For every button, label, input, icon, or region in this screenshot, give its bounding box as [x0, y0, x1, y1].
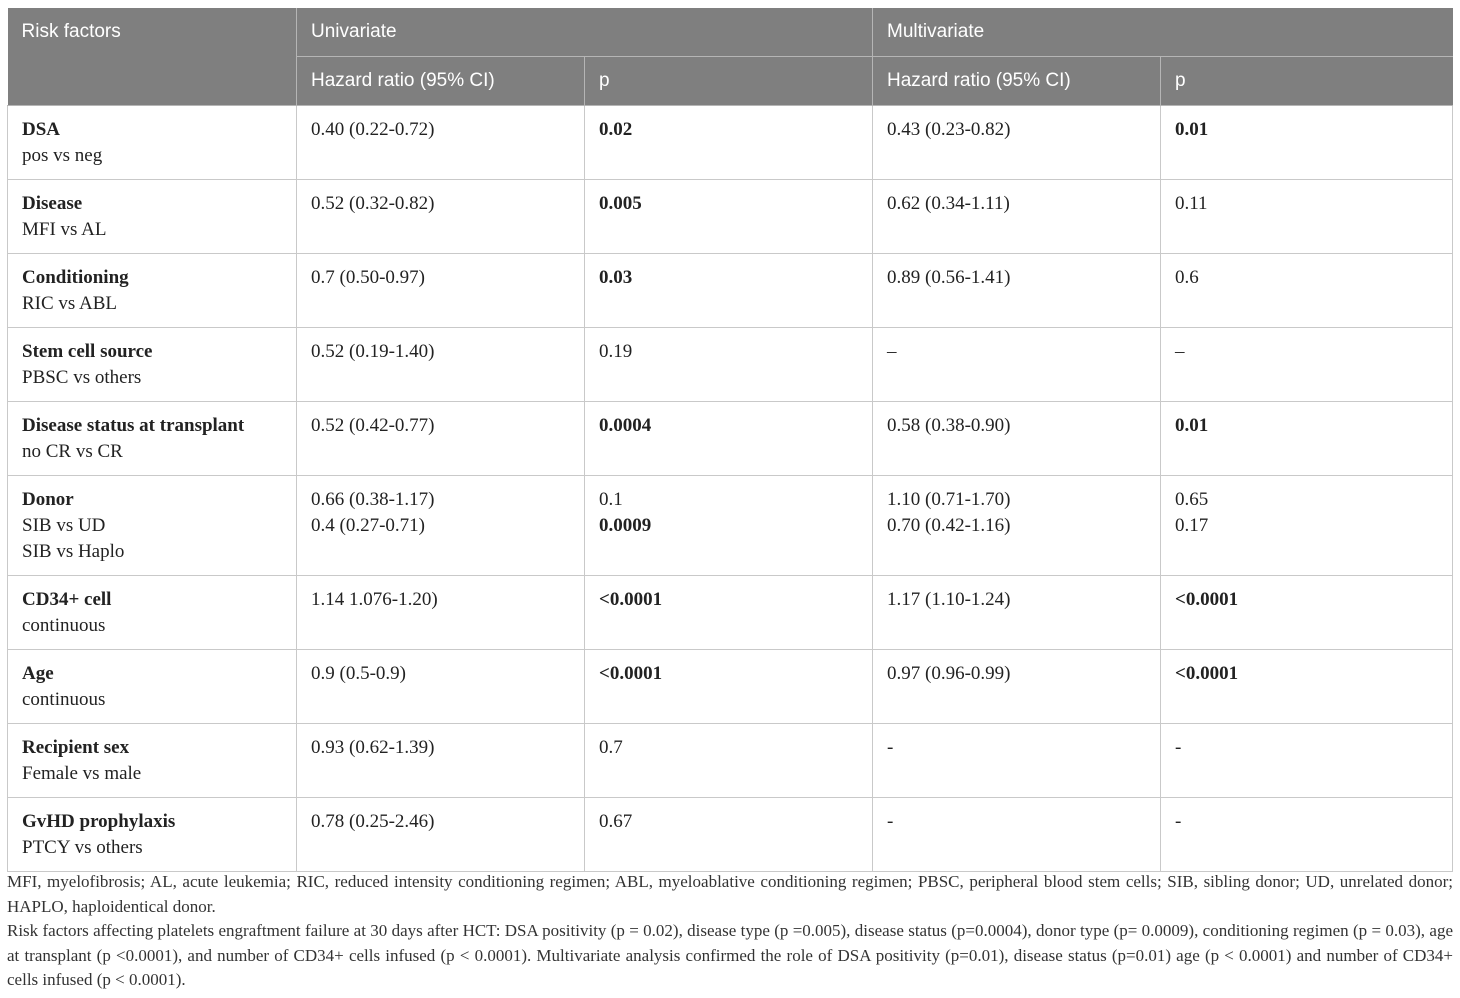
header-univariate: Univariate — [297, 8, 873, 57]
table-row — [8, 328, 1453, 402]
multivariate-p-cell — [1161, 724, 1453, 798]
univariate-hazard-ratio-value: 0.78 (0.25-2.46) — [311, 811, 435, 832]
multivariate-p-value: 0.01 — [1175, 415, 1209, 436]
risk-factor-name: Age — [22, 663, 54, 684]
risk-factor-comparison: no CR vs CR — [22, 441, 123, 462]
multivariate-hazard-ratio-cell — [873, 650, 1161, 724]
multivariate-p-value: <0.0001 — [1175, 589, 1239, 610]
risk-factor-comparison: RIC vs ABL — [22, 293, 118, 314]
risk-factors-table — [7, 8, 1453, 872]
risk-factor-comparison: Female vs male — [22, 763, 142, 784]
multivariate-p-value: - — [1175, 811, 1182, 832]
multivariate-hazard-ratio-value: 1.17 (1.10-1.24) — [887, 589, 1011, 610]
risk-factor-name: CD34+ cell — [22, 589, 112, 610]
univariate-hazard-ratio-value: 0.52 (0.19-1.40) — [311, 341, 435, 362]
table-row — [8, 798, 1453, 872]
univariate-p-cell — [585, 180, 873, 254]
risk-factor-name: Stem cell source — [22, 341, 153, 362]
risk-factor-comparison: PBSC vs others — [22, 367, 142, 388]
univariate-p-value: 0.005 — [599, 193, 642, 214]
univariate-p-value: 0.0004 — [599, 415, 652, 436]
univariate-hazard-ratio-value: 0.66 (0.38-1.17) — [311, 489, 435, 510]
risk-factor-name: Recipient sex — [22, 737, 130, 758]
univariate-p-cell — [585, 576, 873, 650]
univariate-hazard-ratio-value: 1.14 1.076-1.20) — [311, 589, 438, 610]
univariate-p-cell — [585, 724, 873, 798]
risk-factor-name: Disease status at transplant — [22, 415, 245, 436]
summary-footnote: Risk factors affecting platelets engraftment failure at 30 days after HCT: DSA positivity (p = 0.02), disease type (p =0.005), disease status (p=0.0004), donor type (p= 0.0009), conditioning regimen (p = 0.03), age at transplant (p <0.0001), and number of CD34+ cells infused (p < 0.0001). Multivariate analysis confirmed the role of DSA positivity (p=0.01), disease status (p=0.01) age (p < 0.0001) and number of CD34+ cells infused (p < 0.0001). — [7, 921, 1453, 989]
risk-factor-name: DSA — [22, 119, 61, 140]
risk-factor-comparison: continuous — [22, 689, 106, 710]
univariate-p-value: 0.02 — [599, 119, 633, 140]
risk-factor-comparison: SIB vs Haplo — [22, 541, 125, 562]
univariate-p-cell — [585, 476, 873, 576]
univariate-hazard-ratio-value: 0.4 (0.27-0.71) — [311, 515, 425, 536]
multivariate-hazard-ratio-value: 0.62 (0.34-1.11) — [887, 193, 1010, 214]
multivariate-p-cell — [1161, 576, 1453, 650]
multivariate-p-value: 0.6 — [1175, 267, 1199, 288]
table-row — [8, 576, 1453, 650]
multivariate-hazard-ratio-cell — [873, 402, 1161, 476]
univariate-hazard-ratio-value: 0.7 (0.50-0.97) — [311, 267, 425, 288]
risk-factor-comparison: PTCY vs others — [22, 837, 143, 858]
multivariate-hazard-ratio-cell — [873, 798, 1161, 872]
univariate-p-value: 0.67 — [599, 811, 633, 832]
multivariate-hazard-ratio-value: 0.70 (0.42-1.16) — [887, 515, 1011, 536]
risk-factor-cell — [8, 724, 297, 798]
multivariate-hazard-ratio-value: – — [887, 341, 897, 362]
table-row — [8, 476, 1453, 576]
risk-factor-name: GvHD prophylaxis — [22, 811, 176, 832]
univariate-hazard-ratio-cell — [297, 724, 585, 798]
multivariate-p-cell — [1161, 106, 1453, 180]
univariate-hazard-ratio-value: 0.52 (0.32-0.82) — [311, 193, 435, 214]
risk-factor-cell — [8, 180, 297, 254]
risk-factor-cell — [8, 254, 297, 328]
risk-factor-cell — [8, 650, 297, 724]
multivariate-p-value: 0.01 — [1175, 119, 1209, 140]
table-header — [8, 8, 1453, 106]
risk-factor-name: Conditioning — [22, 267, 129, 288]
risk-factor-cell — [8, 106, 297, 180]
multivariate-hazard-ratio-value: - — [887, 737, 894, 758]
table-row — [8, 402, 1453, 476]
multivariate-p-value: 0.11 — [1175, 193, 1208, 214]
univariate-p-cell — [585, 798, 873, 872]
abbreviations-footnote: MFI, myelofibrosis; AL, acute leukemia; RIC, reduced intensity conditioning regimen; ABL, myeloablative conditioning regimen; PBSC, peripheral blood stem cells; SIB, sibling donor; UD, unrelated donor; HAPLO, haploidentical donor. — [7, 872, 1453, 916]
univariate-hazard-ratio-value: 0.9 (0.5-0.9) — [311, 663, 406, 684]
univariate-hazard-ratio-cell — [297, 180, 585, 254]
multivariate-hazard-ratio-cell — [873, 328, 1161, 402]
risk-factor-cell — [8, 798, 297, 872]
multivariate-hazard-ratio-cell — [873, 724, 1161, 798]
univariate-hazard-ratio-cell — [297, 254, 585, 328]
multivariate-p-cell — [1161, 254, 1453, 328]
univariate-hazard-ratio-cell — [297, 650, 585, 724]
multivariate-p-cell — [1161, 798, 1453, 872]
risk-factor-comparison: SIB vs UD — [22, 515, 106, 536]
multivariate-p-value: – — [1175, 341, 1185, 362]
table-footnotes — [7, 870, 1453, 993]
univariate-hazard-ratio-value: 0.93 (0.62-1.39) — [311, 737, 435, 758]
univariate-p-value: <0.0001 — [599, 589, 663, 610]
univariate-p-cell — [585, 106, 873, 180]
univariate-hazard-ratio-cell — [297, 328, 585, 402]
multivariate-hazard-ratio-cell — [873, 106, 1161, 180]
univariate-p-value: 0.19 — [599, 341, 633, 362]
multivariate-p-cell — [1161, 328, 1453, 402]
multivariate-hazard-ratio-value: 0.89 (0.56-1.41) — [887, 267, 1011, 288]
risk-factor-name: Donor — [22, 489, 74, 510]
multivariate-p-cell — [1161, 402, 1453, 476]
univariate-p-cell — [585, 328, 873, 402]
multivariate-hazard-ratio-value: 0.58 (0.38-0.90) — [887, 415, 1011, 436]
multivariate-p-cell — [1161, 180, 1453, 254]
multivariate-p-value: 0.17 — [1175, 515, 1209, 536]
univariate-hazard-ratio-cell — [297, 576, 585, 650]
multivariate-p-value: - — [1175, 737, 1182, 758]
header-p-multivariate: p — [1161, 57, 1453, 106]
multivariate-hazard-ratio-value: 0.43 (0.23-0.82) — [887, 119, 1011, 140]
header-multivariate: Multivariate — [873, 8, 1453, 57]
univariate-p-value: 0.7 — [599, 737, 623, 758]
univariate-p-cell — [585, 254, 873, 328]
table-row — [8, 106, 1453, 180]
header-hazard-ratio-multivariate: Hazard ratio (95% CI) — [873, 57, 1161, 106]
table-row — [8, 180, 1453, 254]
multivariate-hazard-ratio-value: 0.97 (0.96-0.99) — [887, 663, 1011, 684]
risk-factors-table-container — [7, 8, 1452, 872]
risk-factor-comparison: pos vs neg — [22, 145, 103, 166]
multivariate-p-value: <0.0001 — [1175, 663, 1239, 684]
multivariate-hazard-ratio-value: 1.10 (0.71-1.70) — [887, 489, 1011, 510]
multivariate-hazard-ratio-cell — [873, 476, 1161, 576]
univariate-p-cell — [585, 402, 873, 476]
table-row — [8, 650, 1453, 724]
risk-factor-cell — [8, 328, 297, 402]
risk-factor-cell — [8, 476, 297, 576]
univariate-hazard-ratio-cell — [297, 106, 585, 180]
risk-factor-cell — [8, 402, 297, 476]
multivariate-hazard-ratio-cell — [873, 254, 1161, 328]
table-body — [8, 106, 1453, 872]
univariate-p-value: 0.0009 — [599, 515, 652, 536]
univariate-p-value: <0.0001 — [599, 663, 663, 684]
risk-factor-comparison: continuous — [22, 615, 106, 636]
univariate-p-cell — [585, 650, 873, 724]
univariate-p-value: 0.1 — [599, 489, 623, 510]
multivariate-hazard-ratio-value: - — [887, 811, 894, 832]
univariate-hazard-ratio-value: 0.40 (0.22-0.72) — [311, 119, 435, 140]
univariate-hazard-ratio-cell — [297, 476, 585, 576]
univariate-hazard-ratio-cell — [297, 798, 585, 872]
header-risk-factors: Risk factors — [8, 8, 297, 106]
header-p-univariate: p — [585, 57, 873, 106]
risk-factor-cell — [8, 576, 297, 650]
multivariate-p-cell — [1161, 476, 1453, 576]
table-row — [8, 254, 1453, 328]
multivariate-hazard-ratio-cell — [873, 576, 1161, 650]
multivariate-hazard-ratio-cell — [873, 180, 1161, 254]
univariate-hazard-ratio-cell — [297, 402, 585, 476]
risk-factor-comparison: MFI vs AL — [22, 219, 107, 240]
multivariate-p-value: 0.65 — [1175, 489, 1209, 510]
univariate-hazard-ratio-value: 0.52 (0.42-0.77) — [311, 415, 435, 436]
univariate-p-value: 0.03 — [599, 267, 633, 288]
header-hazard-ratio-univariate: Hazard ratio (95% CI) — [297, 57, 585, 106]
risk-factor-name: Disease — [22, 193, 83, 214]
table-row — [8, 724, 1453, 798]
multivariate-p-cell — [1161, 650, 1453, 724]
